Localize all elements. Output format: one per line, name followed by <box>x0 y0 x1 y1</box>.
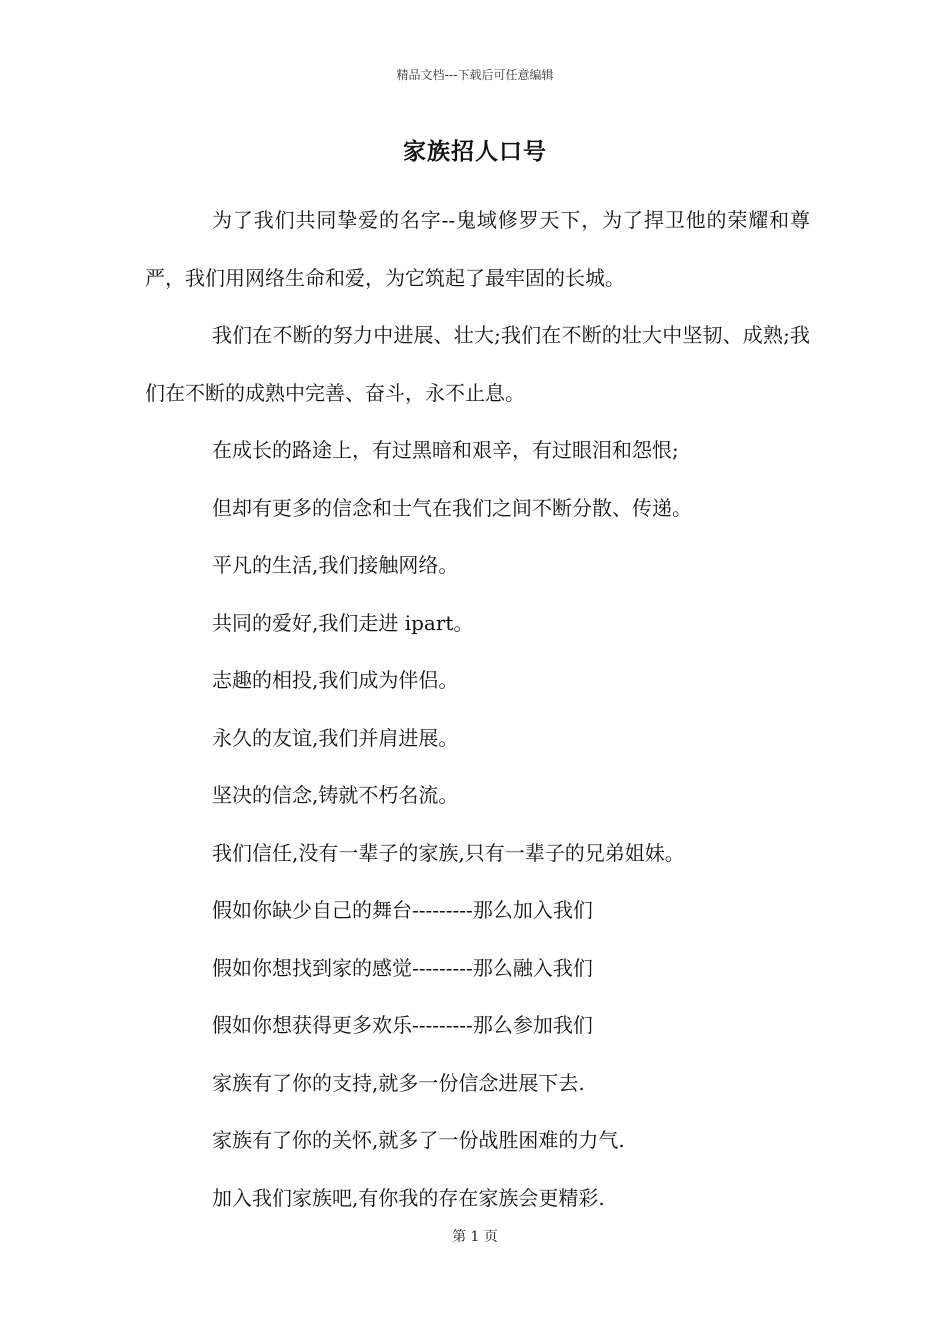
paragraph: 但却有更多的信念和士气在我们之间不断分散、传递。 <box>212 495 692 520</box>
paragraph: 永久的友谊,我们并肩进展。 <box>212 725 459 750</box>
paragraph: 我们在不断的努力中进展、壮大;我们在不断的壮大中坚韧、成熟;我们在不断的成熟中完善、奋斗，永不止息。 <box>145 323 810 405</box>
paragraph: 坚决的信念,铸就不朽名流。 <box>212 783 459 807</box>
document-title: 家族招人口号 <box>403 138 547 165</box>
paragraph: 假如你想获得更多欢乐---------那么参加我们 <box>212 1013 593 1037</box>
paragraph: 家族有了你的关怀,就多了一份战胜困难的力气. <box>212 1128 625 1152</box>
page-number: 第 1 页 <box>452 1229 498 1245</box>
paragraph: 为了我们共同挚爱的名字--鬼域修罗天下，为了捍卫他的荣耀和尊严，我们用网络生命和爱，为它筑起了最牢固的长城。 <box>145 208 810 290</box>
paragraph: 共同的爱好,我们走进 ipart。 <box>212 610 474 635</box>
page-header: 精品文档---下载后可任意编辑 <box>396 68 554 82</box>
paragraph: 我们信任,没有一辈子的家族,只有一辈子的兄弟姐妹。 <box>212 840 685 865</box>
document-body <box>145 192 810 1227</box>
paragraph: 加入我们家族吧,有你我的存在家族会更精彩. <box>212 1185 605 1210</box>
paragraph: 假如你缺少自己的舞台---------那么加入我们 <box>212 898 593 922</box>
paragraph: 志趣的相投,我们成为伴侣。 <box>212 668 459 692</box>
paragraph: 在成长的路途上，有过黑暗和艰辛，有过眼泪和怨恨; <box>212 438 679 462</box>
paragraph: 平凡的生活,我们接触网络。 <box>212 553 459 577</box>
paragraph: 家族有了你的支持,就多一份信念进展下去. <box>212 1070 585 1095</box>
paragraph: 假如你想找到家的感觉---------那么融入我们 <box>212 955 593 980</box>
